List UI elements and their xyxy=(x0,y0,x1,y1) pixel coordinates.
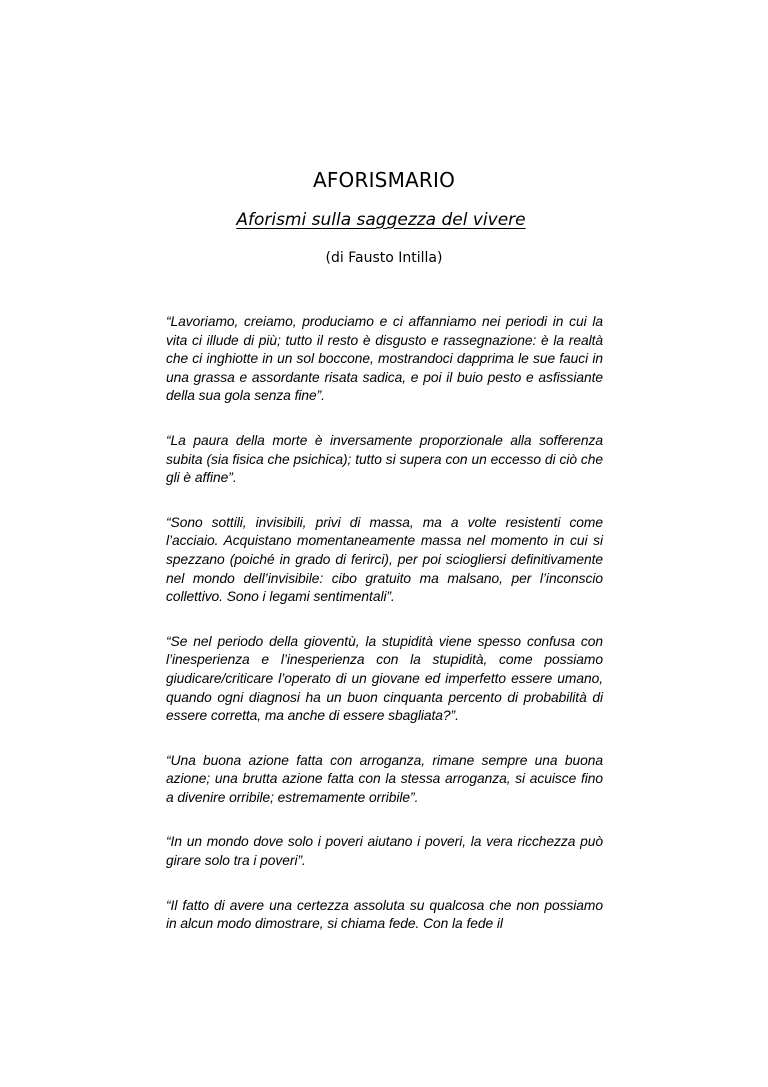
aphorism-paragraph: “In un mondo dove solo i poveri aiutano i poveri, la vera ricchezza può girare solo tra i poveri”. xyxy=(166,834,603,869)
document-subtitle: Aforismi sulla saggezza del vivere xyxy=(236,210,526,230)
document-author: (di Fausto Intilla) xyxy=(325,250,443,266)
aphorism-list xyxy=(166,313,603,960)
aphorism-paragraph: “Lavoriamo, creiamo, produciamo e ci affanniamo nei periodi in cui la vita ci illude di più; tutto il resto è disgusto e rassegnazione: è la realtà che ci inghiotte in un sol boccone, mostrandoci dapprima le sue fauci in una grassa e assordante risata sadica, e poi il buio pesto e asfissiante della sua gola senza fine”. xyxy=(166,314,603,404)
document-title: AFORISMARIO xyxy=(312,168,456,192)
aphorism-paragraph: “La paura della morte è inversamente proporzionale alla sofferenza subita (sia fisica che psichica); tutto si supera con un eccesso di ciò che gli è affine”. xyxy=(166,432,603,486)
aphorism-paragraph: “Se nel periodo della gioventù, la stupidità viene spesso confusa con l’inesperienza e l’inesperienza con la stupidità, come possiamo giudicare/criticare l’operato di un giovane ed imperfetto essere umano, quando ogni diagnosi ha un buon cinquanta percento di probabilità di essere corretta, ma anche di essere sbagliata?”. xyxy=(166,633,603,724)
aphorism-paragraph: “Una buona azione fatta con arroganza, rimane sempre una buona azione; una brutta azione fatta con la stessa arroganza, si acuisce fino a divenire orribile; estremamente orribile”. xyxy=(166,752,603,805)
aphorism-paragraph: “Sono sottili, invisibili, privi di massa, ma a volte resistenti come l’acciaio. Acquistano momentaneamente massa nel momento in cui si spezzano (poiché in grado di ferirci), per poi sciogliersi definitivamente nel mondo dell’invisibile: cibo gratuito ma malsano, per l’inconscio collettivo. Sono i legami sentimentali”. xyxy=(166,514,603,605)
aphorism-paragraph: “Il fatto di avere una certezza assoluta su qualcosa che non possiamo in alcun modo dimostrare, si chiama fede. Con la fede il xyxy=(166,897,603,932)
